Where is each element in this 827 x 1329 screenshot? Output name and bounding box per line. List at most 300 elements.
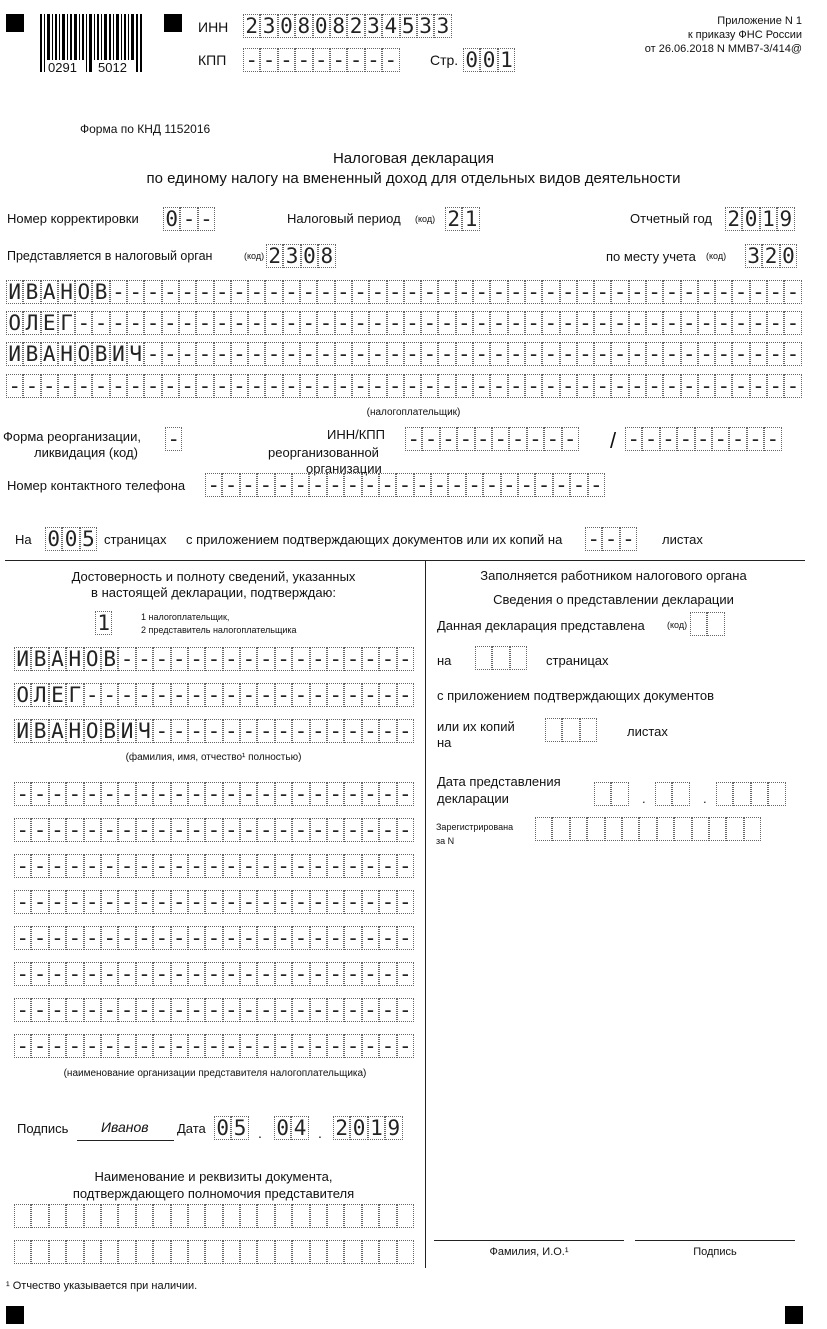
form-cell[interactable]: О <box>84 719 101 743</box>
form-cell[interactable]: - <box>275 926 292 950</box>
form-cell[interactable]: - <box>327 683 344 707</box>
form-cell[interactable]: - <box>153 998 170 1022</box>
form-cell[interactable]: - <box>257 719 274 743</box>
form-cell[interactable]: - <box>275 854 292 878</box>
form-cell[interactable]: - <box>292 854 309 878</box>
form-cell[interactable]: - <box>257 890 274 914</box>
form-cell[interactable]: - <box>171 962 188 986</box>
form-cell[interactable]: - <box>14 782 31 806</box>
taxpayer-extra-cells[interactable] <box>6 374 802 398</box>
form-cell[interactable]: - <box>223 683 240 707</box>
form-cell[interactable]: - <box>422 427 439 451</box>
form-cell[interactable]: - <box>335 374 352 398</box>
form-cell[interactable]: - <box>240 926 257 950</box>
attach-cells[interactable] <box>585 527 637 551</box>
form-cell[interactable]: - <box>248 374 265 398</box>
form-cell-empty[interactable] <box>768 782 785 806</box>
form-cell[interactable]: - <box>257 854 274 878</box>
form-cell[interactable]: - <box>732 280 749 304</box>
form-cell[interactable]: 0 <box>463 48 480 72</box>
form-cell[interactable]: - <box>352 311 369 335</box>
form-cell[interactable]: О <box>75 342 92 366</box>
form-cell[interactable]: - <box>457 427 474 451</box>
form-cell-empty[interactable] <box>535 817 552 841</box>
form-cell[interactable]: - <box>473 280 490 304</box>
form-cell[interactable]: - <box>784 374 801 398</box>
form-cell[interactable]: - <box>214 311 231 335</box>
form-cell[interactable]: В <box>92 280 109 304</box>
form-cell[interactable]: 3 <box>283 244 300 268</box>
doc-row-1[interactable] <box>14 1204 414 1228</box>
form-cell[interactable]: 2 <box>725 207 742 231</box>
form-cell-empty[interactable] <box>188 1204 205 1228</box>
pages-cells[interactable] <box>45 527 97 551</box>
form-cell[interactable]: - <box>387 342 404 366</box>
form-cell[interactable]: В <box>23 342 40 366</box>
form-cell[interactable]: - <box>344 782 361 806</box>
form-cell[interactable]: - <box>260 48 277 72</box>
form-cell[interactable]: - <box>369 374 386 398</box>
form-cell[interactable]: - <box>118 818 135 842</box>
form-cell-empty[interactable] <box>240 1204 257 1228</box>
form-cell[interactable]: 8 <box>295 14 312 38</box>
form-cell[interactable]: - <box>369 311 386 335</box>
form-cell-empty[interactable] <box>101 1204 118 1228</box>
form-cell[interactable]: - <box>84 962 101 986</box>
form-cell[interactable]: - <box>118 683 135 707</box>
form-cell[interactable]: - <box>205 1034 222 1058</box>
form-cell[interactable]: - <box>118 926 135 950</box>
form-cell[interactable]: 2 <box>762 244 779 268</box>
form-cell[interactable]: - <box>767 280 784 304</box>
form-cell[interactable]: - <box>310 1034 327 1058</box>
form-cell[interactable]: - <box>205 962 222 986</box>
form-cell[interactable]: Н <box>58 342 75 366</box>
form-cell[interactable]: - <box>196 280 213 304</box>
form-cell[interactable]: - <box>231 374 248 398</box>
form-cell[interactable]: - <box>509 427 526 451</box>
form-cell[interactable]: - <box>313 48 330 72</box>
form-cell[interactable]: 0 <box>480 48 497 72</box>
form-cell[interactable]: - <box>84 782 101 806</box>
form-cell[interactable]: 2 <box>266 244 283 268</box>
form-cell[interactable]: Л <box>31 683 48 707</box>
form-cell[interactable]: 0 <box>301 244 318 268</box>
form-cell[interactable]: - <box>421 280 438 304</box>
form-cell[interactable]: - <box>405 427 422 451</box>
form-cell[interactable]: - <box>136 1034 153 1058</box>
form-cell[interactable]: - <box>732 342 749 366</box>
form-cell[interactable]: - <box>492 427 509 451</box>
form-cell-empty[interactable] <box>31 1204 48 1228</box>
form-cell[interactable]: - <box>327 854 344 878</box>
form-cell[interactable]: - <box>265 311 282 335</box>
form-cell[interactable]: 5 <box>400 14 417 38</box>
form-cell[interactable]: 4 <box>382 14 399 38</box>
form-cell-empty[interactable] <box>690 612 707 636</box>
form-cell[interactable]: - <box>629 280 646 304</box>
form-cell[interactable]: - <box>31 854 48 878</box>
form-cell[interactable]: - <box>330 48 347 72</box>
form-cell[interactable]: - <box>317 280 334 304</box>
form-cell[interactable]: - <box>310 719 327 743</box>
org-name-row-4[interactable] <box>14 890 414 914</box>
form-cell-empty[interactable] <box>492 646 509 670</box>
form-cell[interactable]: - <box>327 1034 344 1058</box>
form-cell-empty[interactable] <box>475 646 492 670</box>
form-cell[interactable]: - <box>397 926 414 950</box>
form-cell[interactable]: - <box>292 890 309 914</box>
form-cell[interactable]: - <box>205 818 222 842</box>
form-cell[interactable]: - <box>620 527 637 551</box>
form-cell[interactable]: - <box>646 374 663 398</box>
form-cell[interactable]: - <box>162 311 179 335</box>
form-cell[interactable]: - <box>362 719 379 743</box>
form-cell[interactable]: - <box>153 683 170 707</box>
form-cell[interactable]: - <box>466 473 483 497</box>
form-cell[interactable]: - <box>440 427 457 451</box>
form-cell[interactable]: - <box>747 427 764 451</box>
form-cell[interactable]: - <box>310 683 327 707</box>
form-cell[interactable]: - <box>171 890 188 914</box>
office-date-month-cells[interactable] <box>655 782 690 806</box>
form-cell[interactable]: - <box>275 818 292 842</box>
form-cell[interactable]: - <box>352 280 369 304</box>
form-cell[interactable]: Ч <box>127 342 144 366</box>
form-cell[interactable]: - <box>118 782 135 806</box>
form-cell[interactable]: А <box>41 280 58 304</box>
form-cell[interactable]: - <box>490 374 507 398</box>
form-cell-empty[interactable] <box>657 817 674 841</box>
form-cell[interactable]: - <box>222 473 239 497</box>
taxpayer-patronymic-cells[interactable] <box>6 342 802 366</box>
form-cell[interactable]: - <box>223 782 240 806</box>
form-cell[interactable]: - <box>153 926 170 950</box>
office-copies-cells[interactable] <box>545 718 597 742</box>
form-cell[interactable]: - <box>542 342 559 366</box>
form-cell[interactable]: - <box>101 683 118 707</box>
form-cell[interactable]: - <box>275 473 292 497</box>
form-cell[interactable]: - <box>75 374 92 398</box>
form-cell[interactable]: - <box>660 427 677 451</box>
form-cell-empty[interactable] <box>188 1240 205 1264</box>
form-cell[interactable]: - <box>646 311 663 335</box>
form-cell-empty[interactable] <box>66 1240 83 1264</box>
form-cell[interactable]: - <box>508 342 525 366</box>
signer-surname-cells[interactable] <box>14 647 414 671</box>
form-cell[interactable]: - <box>31 1034 48 1058</box>
form-cell[interactable]: - <box>379 890 396 914</box>
form-cell[interactable]: - <box>153 719 170 743</box>
form-cell[interactable]: А <box>49 719 66 743</box>
form-cell[interactable]: - <box>84 998 101 1022</box>
registered-number-cells[interactable] <box>535 817 761 841</box>
form-cell[interactable]: 2 <box>347 14 364 38</box>
form-cell[interactable]: - <box>646 342 663 366</box>
form-cell[interactable]: - <box>490 342 507 366</box>
form-cell[interactable]: - <box>542 311 559 335</box>
form-cell[interactable]: - <box>153 890 170 914</box>
form-cell[interactable]: - <box>625 427 642 451</box>
form-cell[interactable]: - <box>663 374 680 398</box>
form-cell[interactable]: - <box>525 374 542 398</box>
form-cell-empty[interactable] <box>379 1204 396 1228</box>
form-cell[interactable]: 0 <box>62 527 79 551</box>
form-cell[interactable]: - <box>153 962 170 986</box>
form-cell[interactable]: - <box>205 926 222 950</box>
form-cell[interactable]: - <box>223 719 240 743</box>
form-cell-empty[interactable] <box>709 817 726 841</box>
date-year-cells[interactable] <box>333 1116 403 1140</box>
form-cell-empty[interactable] <box>733 782 750 806</box>
office-pages-cells[interactable] <box>475 646 527 670</box>
form-cell-empty[interactable] <box>674 817 691 841</box>
form-cell[interactable]: - <box>188 854 205 878</box>
form-cell[interactable]: - <box>344 1034 361 1058</box>
place-cells[interactable] <box>745 244 797 268</box>
form-cell[interactable]: - <box>327 998 344 1022</box>
form-cell[interactable]: - <box>118 1034 135 1058</box>
form-cell[interactable]: - <box>136 890 153 914</box>
form-cell[interactable]: - <box>84 926 101 950</box>
form-cell[interactable]: - <box>327 926 344 950</box>
form-cell[interactable]: - <box>438 280 455 304</box>
form-cell[interactable]: - <box>344 890 361 914</box>
form-cell[interactable]: - <box>577 374 594 398</box>
form-cell[interactable]: - <box>275 962 292 986</box>
form-cell[interactable]: - <box>196 374 213 398</box>
form-cell[interactable]: - <box>397 683 414 707</box>
form-cell[interactable]: - <box>362 818 379 842</box>
form-cell-empty[interactable] <box>510 646 527 670</box>
form-cell[interactable]: - <box>310 926 327 950</box>
form-cell-empty[interactable] <box>622 817 639 841</box>
form-cell[interactable]: - <box>240 473 257 497</box>
form-cell[interactable]: В <box>101 719 118 743</box>
form-cell[interactable]: - <box>31 890 48 914</box>
form-cell-empty[interactable] <box>118 1204 135 1228</box>
form-cell[interactable]: Г <box>58 311 75 335</box>
form-cell[interactable]: - <box>310 854 327 878</box>
form-cell-empty[interactable] <box>655 782 672 806</box>
form-cell[interactable]: 3 <box>260 14 277 38</box>
form-cell[interactable]: - <box>66 890 83 914</box>
form-cell-empty[interactable] <box>14 1204 31 1228</box>
form-cell[interactable]: - <box>663 342 680 366</box>
form-cell[interactable]: Ч <box>136 719 153 743</box>
form-cell[interactable]: - <box>784 342 801 366</box>
form-cell-empty[interactable] <box>223 1204 240 1228</box>
form-cell[interactable]: - <box>292 998 309 1022</box>
form-cell[interactable]: - <box>327 890 344 914</box>
form-cell[interactable]: - <box>344 854 361 878</box>
form-cell[interactable]: - <box>205 998 222 1022</box>
form-cell[interactable]: - <box>127 311 144 335</box>
form-cell[interactable]: Н <box>66 647 83 671</box>
form-cell[interactable]: - <box>243 48 260 72</box>
form-cell-empty[interactable] <box>570 817 587 841</box>
form-cell[interactable]: - <box>490 280 507 304</box>
form-cell[interactable]: - <box>456 311 473 335</box>
form-cell[interactable]: - <box>75 311 92 335</box>
form-cell[interactable]: - <box>127 374 144 398</box>
form-cell[interactable]: - <box>715 342 732 366</box>
inn-cells[interactable] <box>243 14 452 38</box>
form-cell[interactable]: - <box>362 647 379 671</box>
form-cell[interactable]: - <box>310 890 327 914</box>
form-cell[interactable]: - <box>327 473 344 497</box>
form-cell[interactable]: - <box>663 280 680 304</box>
form-cell-empty[interactable] <box>362 1204 379 1228</box>
form-cell[interactable]: - <box>456 342 473 366</box>
form-cell[interactable]: 1 <box>760 207 777 231</box>
form-cell[interactable]: - <box>750 280 767 304</box>
form-cell[interactable]: 8 <box>318 244 335 268</box>
form-cell-empty[interactable] <box>327 1204 344 1228</box>
form-cell[interactable]: - <box>101 1034 118 1058</box>
form-cell[interactable]: - <box>712 427 729 451</box>
form-cell[interactable]: - <box>365 48 382 72</box>
form-cell[interactable]: - <box>171 782 188 806</box>
form-cell[interactable]: - <box>681 280 698 304</box>
form-cell-empty[interactable] <box>362 1240 379 1264</box>
taxpayer-surname-cells[interactable] <box>6 280 802 304</box>
form-cell[interactable]: Н <box>66 719 83 743</box>
form-cell[interactable]: - <box>144 342 161 366</box>
form-cell[interactable]: - <box>362 854 379 878</box>
form-cell[interactable]: - <box>31 818 48 842</box>
form-cell[interactable]: - <box>473 311 490 335</box>
form-cell-empty[interactable] <box>171 1204 188 1228</box>
form-cell[interactable]: - <box>560 342 577 366</box>
form-cell[interactable]: - <box>275 782 292 806</box>
form-cell[interactable]: - <box>180 207 197 231</box>
form-cell[interactable]: - <box>344 962 361 986</box>
form-cell[interactable]: - <box>171 818 188 842</box>
form-cell[interactable]: 4 <box>291 1116 308 1140</box>
form-cell[interactable]: - <box>214 342 231 366</box>
form-cell[interactable]: - <box>136 926 153 950</box>
form-cell[interactable]: - <box>362 683 379 707</box>
form-cell[interactable]: - <box>362 926 379 950</box>
form-cell[interactable]: - <box>698 342 715 366</box>
form-cell[interactable]: - <box>292 818 309 842</box>
form-cell[interactable]: - <box>136 998 153 1022</box>
form-cell[interactable]: - <box>663 311 680 335</box>
form-cell[interactable]: - <box>292 926 309 950</box>
form-cell[interactable]: - <box>438 342 455 366</box>
form-cell[interactable]: - <box>421 342 438 366</box>
form-cell-empty[interactable] <box>31 1240 48 1264</box>
form-cell[interactable]: - <box>527 427 544 451</box>
form-cell[interactable]: - <box>205 782 222 806</box>
form-cell-empty[interactable] <box>726 817 743 841</box>
form-cell[interactable]: - <box>101 782 118 806</box>
form-cell[interactable]: - <box>335 311 352 335</box>
form-cell[interactable]: - <box>344 719 361 743</box>
form-cell[interactable]: - <box>611 342 628 366</box>
form-cell-empty[interactable] <box>66 1204 83 1228</box>
form-cell[interactable]: - <box>397 1034 414 1058</box>
form-cell[interactable]: - <box>729 427 746 451</box>
form-cell[interactable]: - <box>171 998 188 1022</box>
form-cell-empty[interactable] <box>292 1204 309 1228</box>
form-cell[interactable]: - <box>642 427 659 451</box>
form-cell[interactable]: О <box>14 683 31 707</box>
form-cell[interactable]: - <box>240 890 257 914</box>
form-cell[interactable]: - <box>231 311 248 335</box>
form-cell[interactable]: - <box>136 962 153 986</box>
form-cell[interactable]: - <box>23 374 40 398</box>
form-cell[interactable]: - <box>292 473 309 497</box>
form-cell[interactable]: - <box>188 1034 205 1058</box>
form-cell[interactable]: - <box>362 962 379 986</box>
form-cell[interactable]: - <box>695 427 712 451</box>
form-cell[interactable]: - <box>362 998 379 1022</box>
form-cell[interactable]: 2 <box>445 207 462 231</box>
form-cell[interactable]: - <box>750 311 767 335</box>
signer-name-cells[interactable] <box>14 683 414 707</box>
form-cell[interactable]: - <box>310 818 327 842</box>
form-cell[interactable]: - <box>508 311 525 335</box>
form-cell[interactable]: - <box>553 473 570 497</box>
form-cell[interactable]: - <box>248 342 265 366</box>
form-cell[interactable]: - <box>66 854 83 878</box>
form-cell-empty[interactable] <box>205 1240 222 1264</box>
form-cell[interactable]: - <box>223 926 240 950</box>
form-cell[interactable]: - <box>231 342 248 366</box>
form-cell[interactable]: - <box>66 926 83 950</box>
form-cell[interactable]: 0 <box>45 527 62 551</box>
form-cell[interactable]: - <box>379 782 396 806</box>
form-cell[interactable]: - <box>379 818 396 842</box>
form-cell[interactable]: - <box>404 280 421 304</box>
form-cell[interactable]: - <box>362 1034 379 1058</box>
form-cell[interactable]: - <box>248 311 265 335</box>
form-cell[interactable]: - <box>611 280 628 304</box>
form-cell[interactable]: - <box>438 374 455 398</box>
form-cell[interactable]: - <box>223 854 240 878</box>
form-cell-empty[interactable] <box>136 1240 153 1264</box>
reorg-kpp-cells[interactable] <box>625 427 782 451</box>
form-cell[interactable]: - <box>335 342 352 366</box>
form-cell[interactable]: 9 <box>385 1116 402 1140</box>
form-cell[interactable]: Г <box>66 683 83 707</box>
form-cell[interactable]: - <box>594 374 611 398</box>
form-cell[interactable]: О <box>84 647 101 671</box>
form-cell[interactable]: - <box>118 962 135 986</box>
form-cell[interactable]: 2 <box>243 14 260 38</box>
correction-cells[interactable] <box>163 207 215 231</box>
form-cell[interactable]: - <box>344 818 361 842</box>
form-cell[interactable]: 0 <box>214 1116 231 1140</box>
form-cell[interactable]: - <box>31 998 48 1022</box>
form-cell[interactable]: - <box>347 48 364 72</box>
form-cell-empty[interactable] <box>310 1240 327 1264</box>
form-cell[interactable]: - <box>300 311 317 335</box>
form-cell[interactable]: - <box>265 342 282 366</box>
form-cell[interactable]: - <box>14 890 31 914</box>
form-cell[interactable]: - <box>14 854 31 878</box>
form-cell[interactable]: - <box>6 374 23 398</box>
form-cell[interactable]: - <box>473 374 490 398</box>
form-cell[interactable]: - <box>560 311 577 335</box>
form-cell[interactable]: А <box>49 647 66 671</box>
form-cell-empty[interactable] <box>49 1240 66 1264</box>
form-cell[interactable]: - <box>31 962 48 986</box>
form-cell[interactable]: - <box>162 374 179 398</box>
form-cell[interactable]: - <box>257 782 274 806</box>
